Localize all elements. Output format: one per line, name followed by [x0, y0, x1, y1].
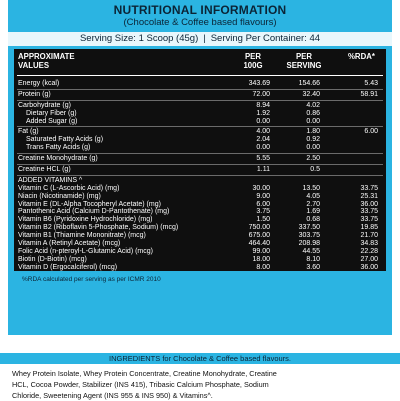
- serving-separator: |: [203, 33, 206, 44]
- nutrition-panel: [8, 0, 392, 335]
- row-name: Saturated Fatty Acids (g): [26, 136, 104, 144]
- row-name: Fat (g): [18, 128, 39, 136]
- row-rda: 5.43: [364, 80, 378, 87]
- serving-info: [8, 32, 392, 46]
- header-col3-line2: SERVING: [286, 61, 322, 70]
- row-name: Creatine HCL (g): [18, 166, 71, 174]
- row-per-serving: 0.86: [306, 109, 320, 117]
- table-row: [14, 224, 386, 232]
- rda-footnote: %RDA calculated per serving as per ICMR 2010: [22, 276, 161, 283]
- row-name: Trans Fatty Acids (g): [26, 144, 91, 152]
- table-row: [14, 232, 386, 240]
- row-per-serving: 0.5: [310, 166, 320, 174]
- header-col3-line1: PER: [295, 52, 313, 61]
- row-per-100g: 72.00: [252, 90, 270, 98]
- nutrition-rows: [14, 80, 386, 271]
- row-name: Niacin (Nicotinamide) (mg): [18, 192, 101, 200]
- row-per-serving: 44.55: [302, 247, 320, 255]
- row-name: Energy (kcal): [18, 80, 60, 87]
- servings-per-container: Serving Per Container: 44: [210, 33, 321, 44]
- serving-size: Serving Size: 1 Scoop (45g): [79, 33, 199, 44]
- row-per-100g: 343.69: [248, 80, 270, 87]
- ingredients-line-3: Chloride, Sweetening Agent (INS 955 & INS 950) & Vitamins^.: [12, 391, 213, 400]
- row-per-100g: 8.00: [256, 263, 270, 271]
- row-name: Vitamin A (Retinyl Acetate) (mcg): [18, 240, 121, 248]
- row-per-serving: 303.75: [298, 232, 320, 240]
- row-name: Vitamin C (L-Ascorbic Acid) (mg): [18, 184, 120, 192]
- row-rda: 33.75: [360, 184, 378, 192]
- row-per-serving: 8.10: [306, 255, 320, 263]
- row-per-100g: 675.00: [248, 232, 270, 240]
- row-rda: 21.70: [360, 232, 378, 240]
- row-per-100g: 750.00: [248, 224, 270, 232]
- row-rda: 33.75: [360, 216, 378, 224]
- row-per-serving: 1.80: [306, 128, 320, 136]
- row-name: Protein (g): [18, 90, 51, 98]
- row-per-serving: 0.68: [306, 216, 320, 224]
- row-rda: 6.00: [364, 128, 378, 136]
- row-divider: [17, 89, 383, 90]
- row-per-100g: 464.40: [248, 240, 270, 248]
- ingredients-title: INGREDIENTS for Chocolate & Coffee based flavours.: [0, 353, 400, 364]
- row-per-serving: 13.50: [302, 184, 320, 192]
- row-name: Biotin (D-Biotin) (mcg): [18, 255, 87, 263]
- header-col1-line2: VALUES: [18, 61, 50, 70]
- row-per-serving: 0.92: [306, 136, 320, 144]
- row-rda: 34.83: [360, 240, 378, 248]
- row-per-serving: 4.05: [306, 192, 320, 200]
- row-per-100g: 1.50: [256, 216, 270, 224]
- row-divider: [17, 100, 383, 101]
- row-name: Creatine Monohydrate (g): [18, 155, 98, 163]
- table-row: [14, 166, 386, 174]
- row-divider: [17, 153, 383, 154]
- table-row: [14, 155, 386, 163]
- table-row: [14, 185, 386, 193]
- row-per-serving: 3.60: [306, 263, 320, 271]
- row-rda: 22.28: [360, 247, 378, 255]
- row-per-100g: 3.75: [256, 208, 270, 216]
- row-rda: 36.00: [360, 263, 378, 271]
- row-per-100g: 30.00: [252, 184, 270, 192]
- row-name: Folic Acid (n-pteroyl-L-Glutamic Acid) (mcg): [18, 247, 153, 255]
- table-row: [14, 102, 386, 110]
- row-per-100g: 4.00: [256, 128, 270, 136]
- row-rda: 36.00: [360, 200, 378, 208]
- row-name: ADDED VITAMINS ^: [18, 176, 83, 184]
- row-name: Pantothenic Acid (Calcium D-Pantothenate) (mg): [18, 208, 170, 216]
- row-per-serving: 1.69: [306, 208, 320, 216]
- header-per-serving: [284, 52, 324, 70]
- ingredients-text: [12, 368, 392, 401]
- row-divider: [17, 175, 383, 176]
- header-col4: %RDA*: [348, 52, 375, 61]
- table-header: [14, 49, 386, 73]
- row-per-serving: 2.70: [306, 200, 320, 208]
- table-row: [14, 201, 386, 209]
- row-per-100g: 1.92: [256, 109, 270, 117]
- header-col2-line2: 100G: [243, 61, 263, 70]
- row-per-100g: 2.04: [256, 136, 270, 144]
- nutrition-subtitle: (Chocolate & Coffee based flavours): [123, 17, 277, 28]
- row-rda: 19.85: [360, 224, 378, 232]
- row-per-100g: 8.94: [256, 101, 270, 109]
- row-name: Vitamin B6 (Pyridoxine Hydrochloride) (mg): [18, 216, 153, 224]
- table-row: [14, 118, 386, 126]
- row-per-serving: 337.50: [298, 224, 320, 232]
- row-name: Vitamin E (DL-Alpha Tocopheryl Acetate) (mg): [18, 200, 161, 208]
- row-name: Vitamin B2 (Riboflavin 5-Phosphate, Sodium) (mcg): [18, 224, 179, 232]
- nutrition-title: NUTRITIONAL INFORMATION: [113, 3, 287, 17]
- header-rda: [348, 52, 375, 61]
- row-rda: 58.91: [360, 90, 378, 98]
- table-row: [14, 177, 386, 185]
- table-row: [14, 80, 386, 88]
- header-rule: [17, 75, 383, 76]
- row-per-serving: 208.98: [298, 240, 320, 248]
- table-row: [14, 91, 386, 99]
- ingredients-line-2: HCL, Cocoa Powder, Stabilizer (INS 415), Tribasic Calcium Phosphate, Sodium: [12, 380, 269, 389]
- header-col2-line1: PER: [244, 52, 262, 61]
- row-name: Dietary Fiber (g): [26, 109, 77, 117]
- row-per-100g: 18.00: [252, 255, 270, 263]
- nutrition-table: [14, 49, 386, 271]
- row-per-100g: 5.55: [256, 155, 270, 163]
- header-approx-values: [18, 52, 75, 70]
- row-per-100g: 99.00: [252, 247, 270, 255]
- row-per-100g: 1.11: [256, 166, 270, 174]
- table-row: [14, 264, 386, 271]
- row-per-100g: 6.00: [256, 200, 270, 208]
- row-divider: [17, 126, 383, 127]
- row-per-serving: 4.02: [306, 101, 320, 109]
- row-name: Added Sugar (g): [26, 117, 78, 125]
- table-row: [14, 128, 386, 136]
- table-row: [14, 248, 386, 256]
- table-row: [14, 240, 386, 248]
- table-row: [14, 208, 386, 216]
- table-row: [14, 110, 386, 118]
- row-name: Carbohydrate (g): [18, 101, 71, 109]
- row-per-serving: 0.00: [306, 117, 320, 125]
- row-per-serving: 0.00: [306, 144, 320, 152]
- ingredients-line-1: Whey Protein Isolate, Whey Protein Concentrate, Creatine Monohydrate, Creatine: [12, 369, 277, 378]
- row-rda: 33.75: [360, 208, 378, 216]
- table-row: [14, 136, 386, 144]
- table-row: [14, 144, 386, 152]
- row-name: Vitamin B1 (Thiamine Mononitrate) (mcg): [18, 232, 146, 240]
- header-per-100g: [236, 52, 270, 70]
- row-rda: 27.00: [360, 255, 378, 263]
- header-col1-line1: APPROXIMATE: [18, 52, 75, 61]
- table-row: [14, 256, 386, 264]
- row-per-100g: 9.00: [256, 192, 270, 200]
- row-per-100g: 0.00: [256, 117, 270, 125]
- row-per-serving: 154.66: [298, 80, 320, 87]
- table-row: [14, 216, 386, 224]
- table-row: [14, 193, 386, 201]
- row-per-serving: 2.50: [306, 155, 320, 163]
- row-per-100g: 0.00: [256, 144, 270, 152]
- row-per-serving: 32.40: [302, 90, 320, 98]
- row-name: Vitamin D (Ergocalciferol) (mcg): [18, 263, 118, 271]
- row-divider: [17, 164, 383, 165]
- row-rda: 25.31: [360, 192, 378, 200]
